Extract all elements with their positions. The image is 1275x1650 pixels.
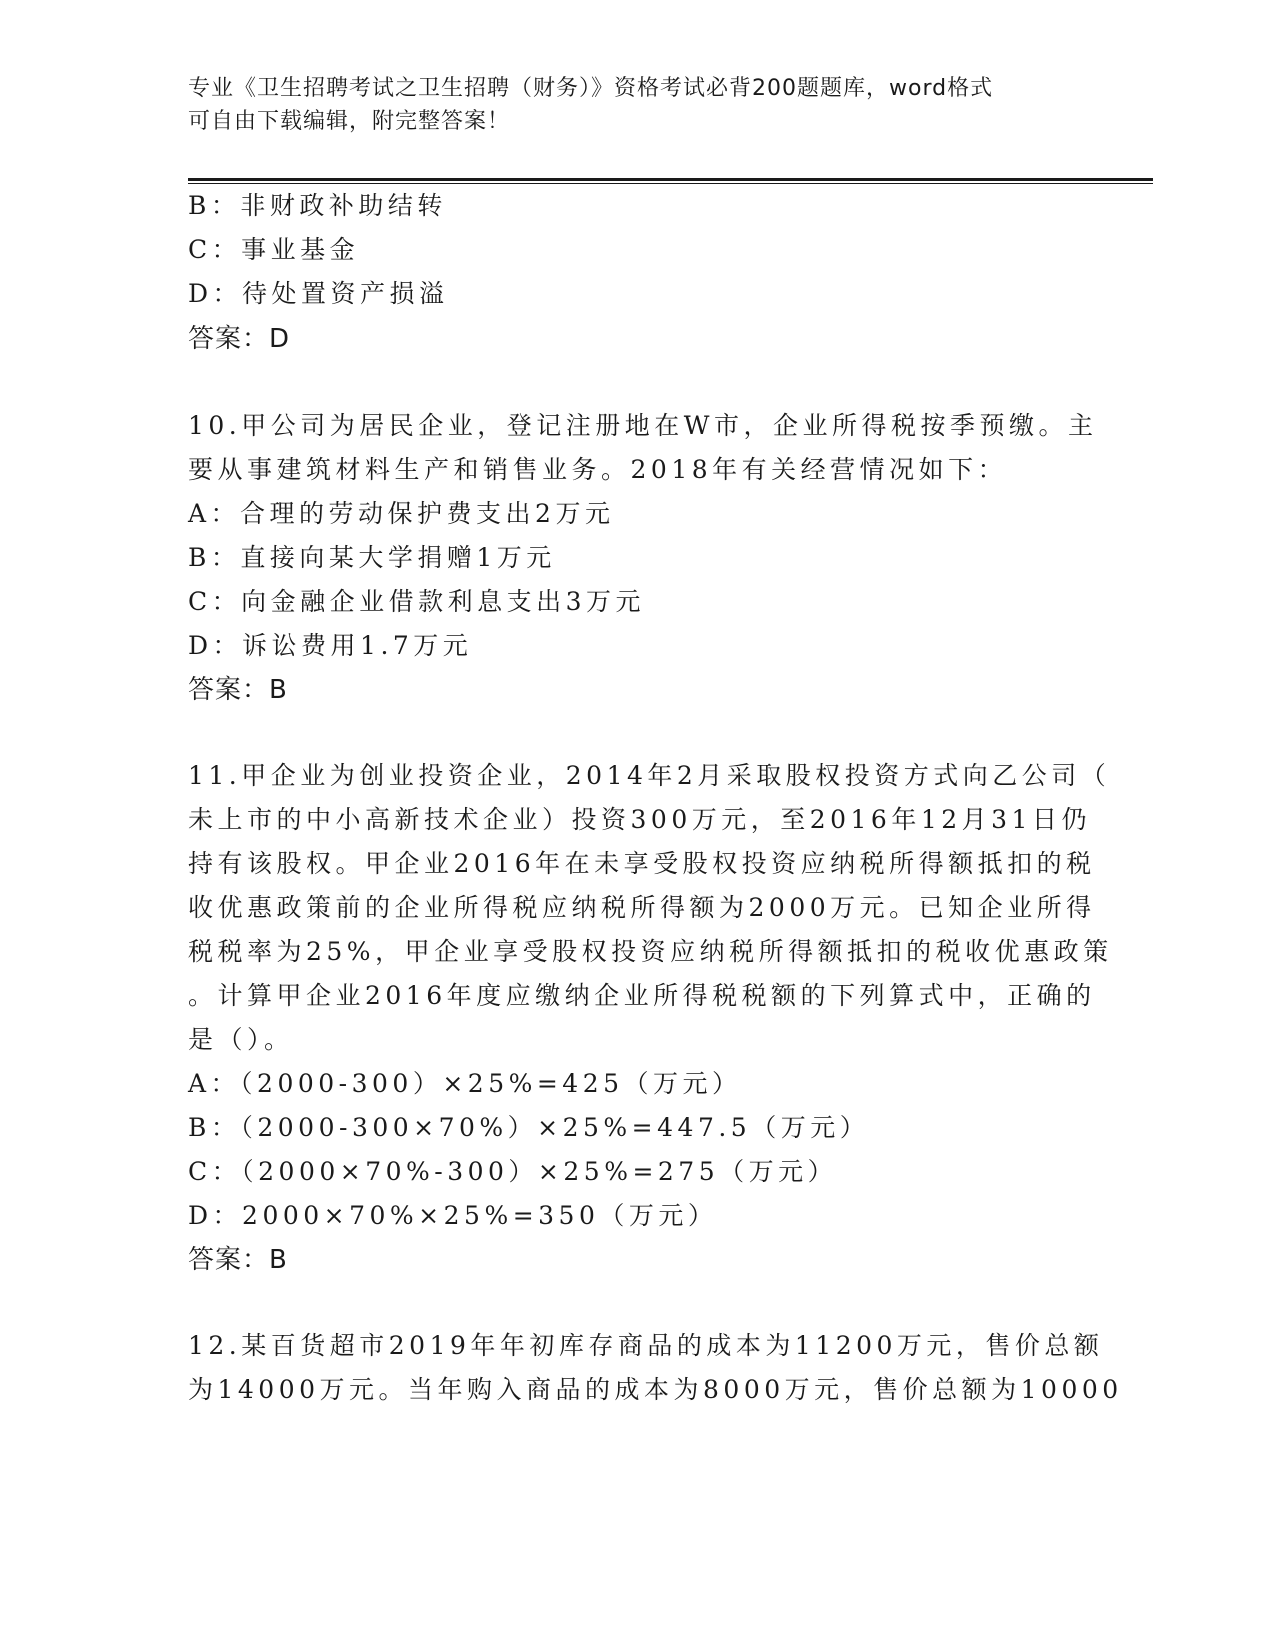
- q11-option-a: A：（2000-300）×25%=425（万元）: [188, 1069, 742, 1098]
- q10-option-b: B：直接向某大学捐赠1万元: [188, 543, 556, 572]
- q9-answer: 答案：D: [188, 324, 291, 354]
- q11-stem-line-7: 是（）。: [188, 1025, 294, 1054]
- q12-stem-line-1: 12.某百货超市2019年年初库存商品的成本为11200万元，售价总额: [188, 1331, 1104, 1360]
- header-title-line-2: 可自由下载编辑，附完整答案！: [188, 109, 511, 134]
- q9-option-c: C：事业基金: [188, 235, 360, 264]
- q11-stem-line-1: 11.甲企业为创业投资企业，2014年2月采取股权投资方式向乙公司（: [188, 761, 1111, 790]
- q11-option-d: D：2000×70%×25%=350（万元）: [188, 1201, 718, 1230]
- q12-stem-line-2: 为14000万元。当年购入商品的成本为8000万元，售价总额为10000: [188, 1375, 1123, 1404]
- q9-option-d: D：待处置资产损溢: [188, 279, 449, 308]
- header-divider-thick: [188, 178, 1153, 181]
- document-header: [188, 72, 1078, 138]
- header-title-line-1: 专业《卫生招聘考试之卫生招聘（财务）》资格考试必背200题题库，word格式: [188, 76, 994, 101]
- q11-stem-line-5: 税税率为25%，甲企业享受股权投资应纳税所得额抵扣的税收优惠政策: [188, 937, 1113, 966]
- q10-option-a: A：合理的劳动保护费支出2万元: [188, 499, 615, 528]
- q10-answer: 答案：B: [188, 675, 288, 705]
- q11-answer: 答案：B: [188, 1245, 288, 1275]
- q11-stem-line-3: 持有该股权。甲企业2016年在未享受股权投资应纳税所得额抵扣的税: [188, 849, 1096, 878]
- q10-option-c: C：向金融企业借款利息支出3万元: [188, 587, 646, 616]
- q11-stem-line-2: 未上市的中小高新技术企业）投资300万元，至2016年12月31日仍: [188, 805, 1091, 834]
- q11-stem-line-4: 收优惠政策前的企业所得税应纳税所得额为2000万元。已知企业所得: [188, 893, 1096, 922]
- q11-stem-line-6: 。计算甲企业2016年度应缴纳企业所得税税额的下列算式中，正确的: [188, 981, 1096, 1010]
- q11-option-c: C：（2000×70%-300）×25%=275（万元）: [188, 1157, 838, 1186]
- q10-option-d: D：诉讼费用1.7万元: [188, 631, 473, 660]
- q10-stem-line-2: 要从事建筑材料生产和销售业务。2018年有关经营情况如下：: [188, 455, 1008, 484]
- q9-option-b: B：非财政补助结转: [188, 191, 447, 220]
- q10-stem-line-1: 10.甲公司为居民企业，登记注册地在W市，企业所得税按季预缴。主: [188, 411, 1098, 440]
- header-divider-thin: [188, 183, 1153, 184]
- q11-option-b: B：（2000-300×70%）×25%=447.5（万元）: [188, 1113, 870, 1142]
